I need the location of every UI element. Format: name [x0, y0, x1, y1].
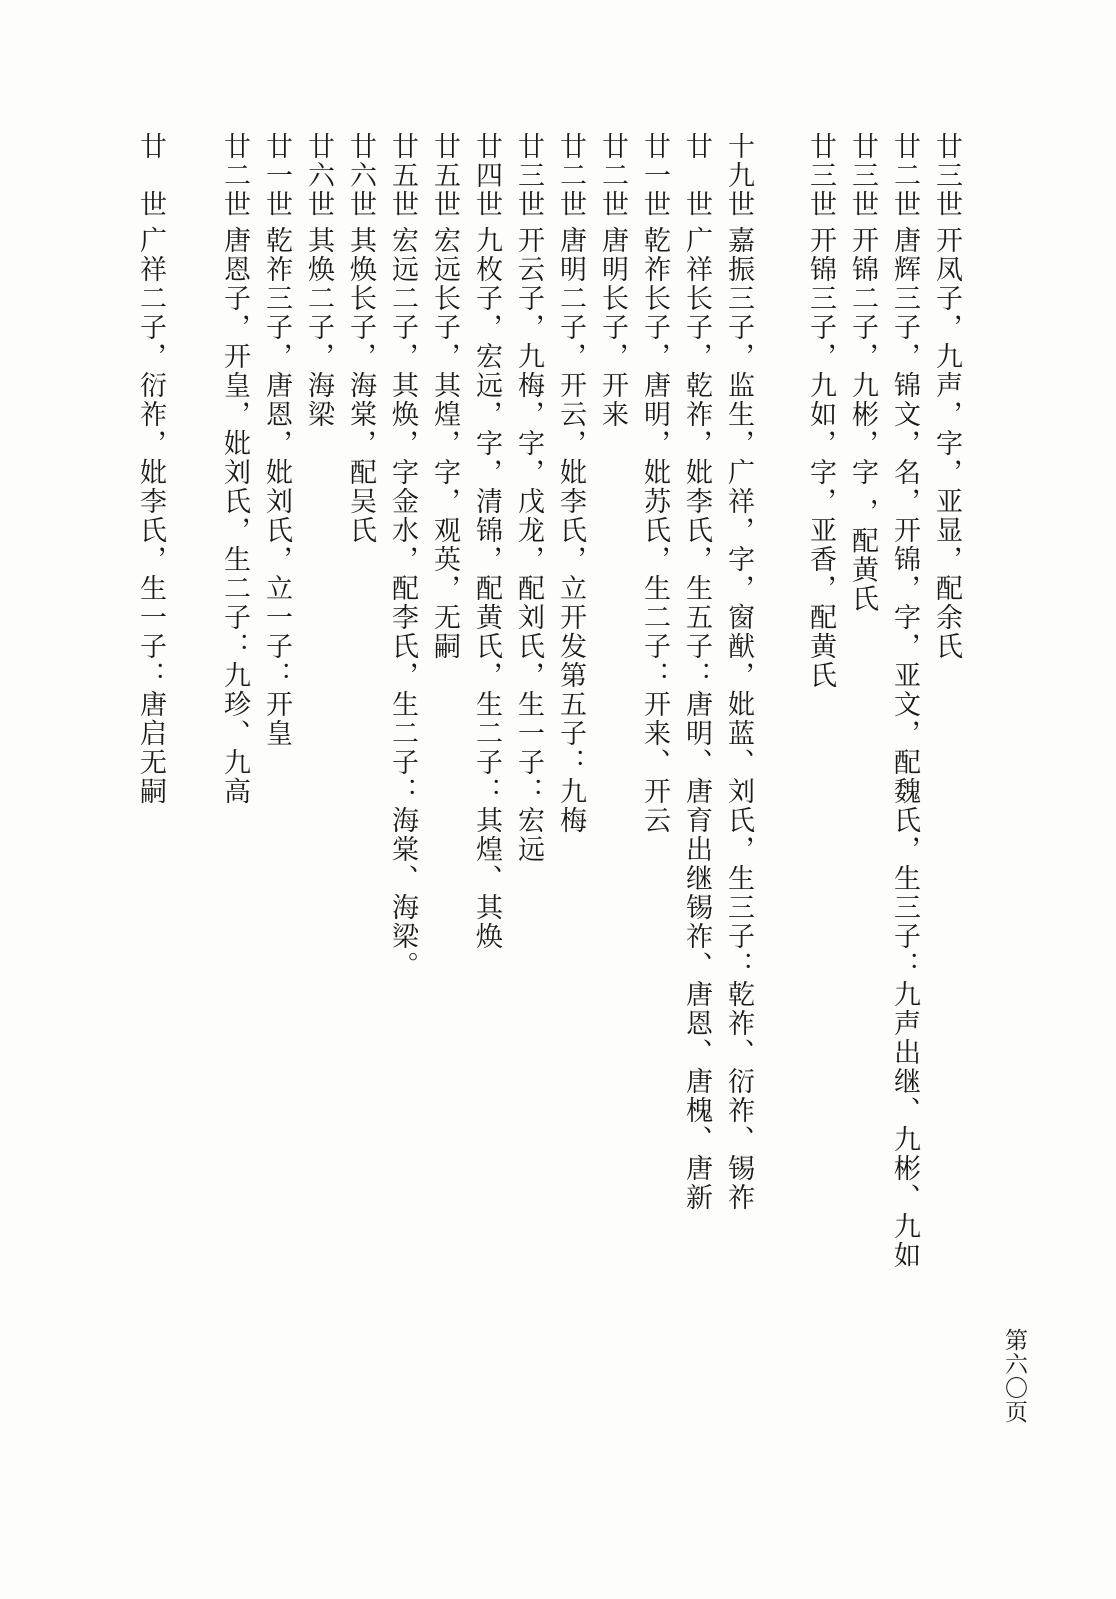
entry-column-11 [466, 0, 506, 1599]
generation-label: 廿二世 [597, 132, 628, 219]
generation-label: 廿三世 [847, 132, 878, 219]
generation-label: 廿四世 [471, 132, 502, 219]
entry-text: 乾祚长子，唐明，妣苏氏，生二子：开来、开云 [639, 226, 670, 835]
entry-text: 乾祚三子，唐恩，妣刘氏，立一子：开皇 [261, 226, 292, 748]
generation-label: 廿六世 [303, 132, 334, 219]
entry-text: 开锦二子，九彬，字 ，配黄氏 [847, 226, 878, 614]
entry-text: 其焕长子，海棠，配吴氏 [345, 226, 376, 545]
entry-column-4 [800, 0, 840, 1599]
generation-label: 廿六世 [345, 132, 376, 219]
entry-text: 广祥二子，衍祚，妣李氏，生一子：唐启无嗣 [135, 226, 166, 806]
entry-text: 宏远长子，其煌，字，观英，无嗣 [429, 226, 460, 661]
generation-label: 廿一世 [639, 132, 670, 219]
generation-label: 廿二世 [219, 132, 250, 219]
entry-text: 开凤子，九声，字，亚显，配余氏 [931, 226, 962, 661]
entry-column-14 [340, 0, 380, 1599]
generation-label: 廿 世 [135, 132, 166, 219]
entry-column-1 [926, 0, 966, 1599]
entry-text: 唐明长子，开来 [597, 226, 628, 429]
entry-text: 嘉振三子，监生，广祥，字，窗猷，妣蓝、刘氏，生三子：乾祚、衍祚、锡祚 [723, 226, 754, 1212]
entry-column-13 [382, 0, 422, 1599]
entry-column-2 [884, 0, 924, 1599]
entry-column-10 [508, 0, 548, 1599]
page-number: 第六〇页 [1001, 1328, 1027, 1424]
entry-text: 开云子，九梅，字，戊龙，配刘氏，生一子：宏远 [513, 226, 544, 864]
entry-text: 唐恩子，开皇，妣刘氏，生二子：九珍、九高 [219, 226, 250, 806]
entry-column-12 [424, 0, 464, 1599]
entry-column-18 [130, 0, 170, 1599]
generation-label: 廿五世 [387, 132, 418, 219]
generation-label: 廿 世 [681, 132, 712, 219]
generation-label: 廿二世 [555, 132, 586, 219]
entry-column-5 [718, 0, 758, 1599]
generation-label: 廿三世 [931, 132, 962, 219]
entry-column-3 [842, 0, 882, 1599]
entry-column-7 [634, 0, 674, 1599]
entry-column-15 [298, 0, 338, 1599]
entry-text: 广祥长子，乾祚，妣李氏，生五子：唐明、唐育出继锡祚、唐恩、唐槐、唐新 [681, 226, 712, 1212]
entry-text: 宏远二子，其焕，字金水，配李氏，生二子：海棠、海梁。 [387, 226, 418, 980]
generation-label: 廿二世 [889, 132, 920, 219]
entry-text: 唐明二子，开云，妣李氏，立开发第五子：九梅 [555, 226, 586, 835]
entry-text: 唐辉三子，锦文，名，开锦，字，亚文，配魏氏，生三子：九声出继、九彬、九如 [889, 226, 920, 1270]
entry-column-9 [550, 0, 590, 1599]
entry-text: 其焕二子，海梁 [303, 226, 334, 429]
entry-text: 开锦三子，九如，字，亚香，配黄氏 [805, 226, 836, 690]
generation-label: 廿三世 [805, 132, 836, 219]
entry-column-6 [676, 0, 716, 1599]
generation-label: 十九世 [723, 132, 754, 219]
generation-label: 廿一世 [261, 132, 292, 219]
entry-column-17 [214, 0, 254, 1599]
entry-text: 九枚子，宏远，字，清锦，配黄氏，生二子：其煌、其焕 [471, 226, 502, 951]
entry-column-8 [592, 0, 632, 1599]
generation-label: 廿三世 [513, 132, 544, 219]
generation-label: 廿五世 [429, 132, 460, 219]
entry-column-16 [256, 0, 296, 1599]
